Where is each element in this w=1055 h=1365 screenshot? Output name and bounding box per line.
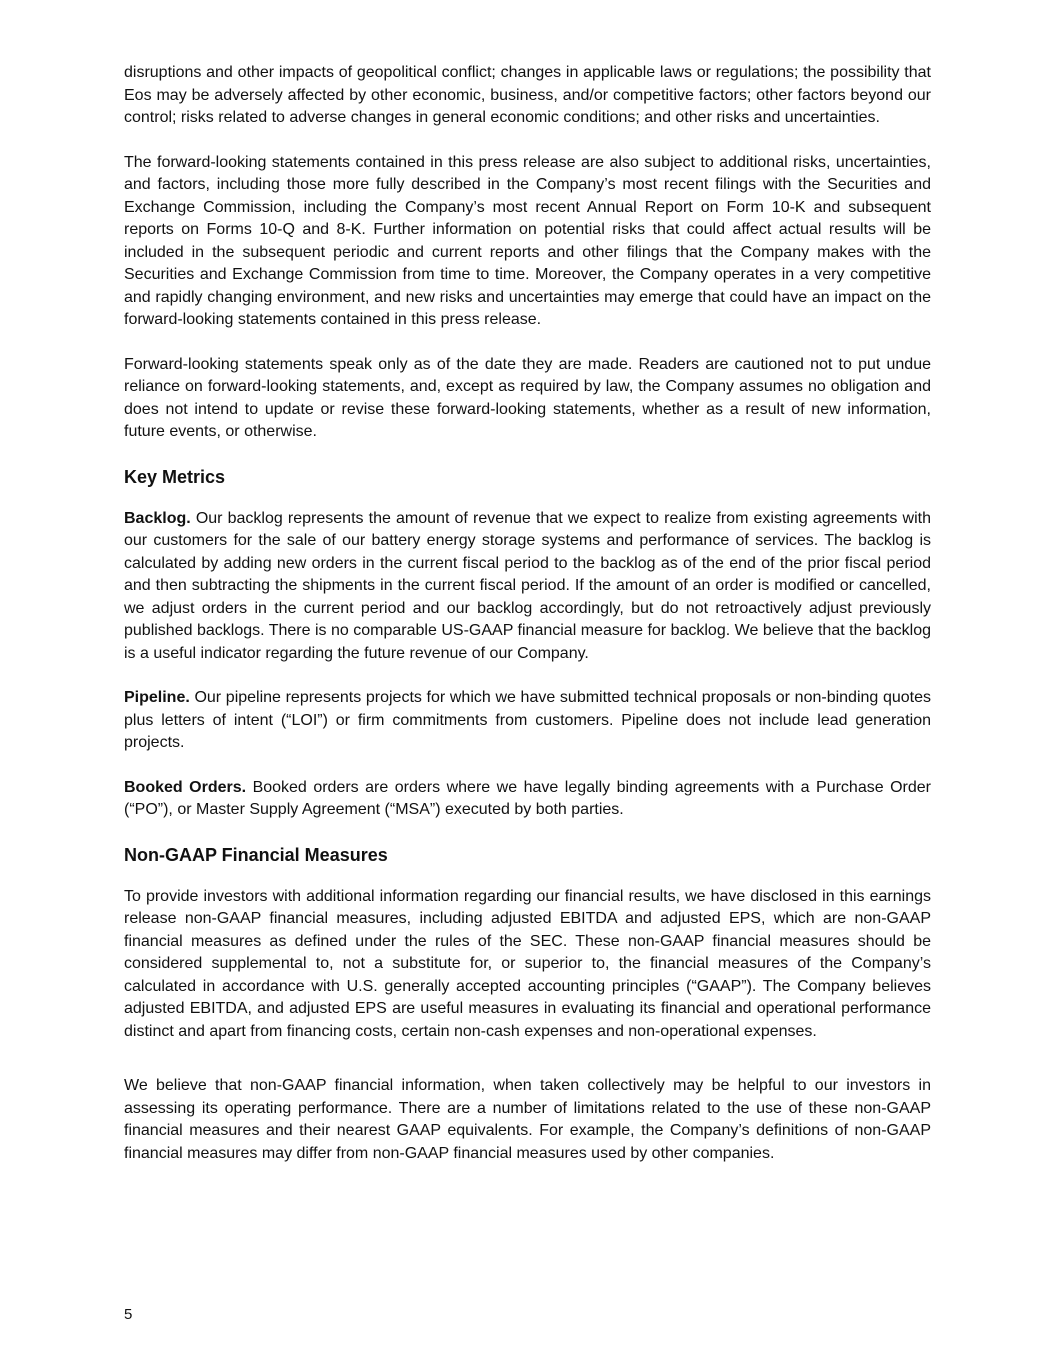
paragraph-additional-risks: The forward-looking statements contained in this press release are also subject to additional risks, uncertainties, and factors, including those more fully described in the Company’s most recent filings with the Securities and Exchange Commission, including the Company’s most recent Annual Report on Form 10-K and subsequent reports on Forms 10-Q and 8-K. Further information on potential risks that could affect actual results will be included in the subsequent periodic and current reports and other filings that the Company makes with the Securities and Exchange Commission from time to time. Moreover, the Company operates in a very competitive and rapidly changing environment, and new risks and uncertainties may emerge that could have an impact on the forward-looking statements contained in this press release. bbox=[124, 153, 931, 328]
backlog-definition: Our backlog represents the amount of revenue that we expect to realize from existing agreements with our customers for the sale of our battery energy storage systems and performance of services. The backlog is calculated by adding new orders in the current fiscal period to the backlog as of the end of the prior fiscal period and then subtracting the shipments in the current fiscal period. If the amount of an order is modified or cancelled, we adjust orders in the current period and our backlog accordingly, but do not retroactively adjust previously published backlogs. There is no comparable US-GAAP financial measure for backlog. We believe that the backlog is a useful indicator regarding the future revenue of our Company. bbox=[124, 509, 931, 662]
booked-orders-definition: Booked orders are orders where we have legally binding agreements with a Purchase Order (“PO”), or Master Supply Agreement (“MSA”) executed by both parties. bbox=[124, 778, 931, 818]
term-booked-orders: Booked Orders. bbox=[124, 778, 247, 796]
paragraph-risk-factors-continued: disruptions and other impacts of geopolitical conflict; changes in applicable laws or regulations; the possibility that Eos may be adversely affected by other economic, business, and/or competitive factors; other factors beyond our control; risks related to adverse changes in general economic conditions; and other risks and uncertainties. bbox=[124, 64, 931, 126]
page-number: 5 bbox=[124, 1306, 133, 1323]
paragraph-booked-orders bbox=[124, 777, 931, 822]
paragraph-non-gaap-limitations: We believe that non-GAAP financial information, when taken collectively may be helpful to our investors in assessing its operating performance. There are a number of limitations related to the use of these non-GAAP financial measures and their nearest GAAP equivalents. For example, the Company’s definitions of non-GAAP financial measures may differ from non-GAAP financial measures used by other companies. bbox=[124, 1077, 931, 1162]
paragraph-pipeline bbox=[124, 687, 931, 755]
paragraph-forward-looking-date: Forward-looking statements speak only as of the date they are made. Readers are cautioned not to put undue reliance on forward-looking statements, and, except as required by law, the Company assumes no obligation and does not intend to update or revise these forward-looking statements, whether as a result of new information, future events, or otherwise. bbox=[124, 355, 931, 440]
term-backlog: Backlog. bbox=[124, 509, 191, 527]
pipeline-definition: Our pipeline represents projects for which we have submitted technical proposals or non-binding quotes plus letters of intent (“LOI”) or firm commitments from customers. Pipeline does not include lead generation projects. bbox=[124, 689, 931, 751]
document-body bbox=[124, 62, 931, 1165]
paragraph-non-gaap-disclosure: To provide investors with additional information regarding our financial results, we have disclosed in this earnings release non-GAAP financial measures, including adjusted EBITDA and adjusted EPS, which are non-GAAP financial measures as defined under the rules of the SEC. These non-GAAP financial measures should be considered supplemental to, not a substitute for, or superior to, the financial measures of the Company’s calculated in accordance with U.S. generally accepted accounting principles (“GAAP”). The Company believes adjusted EBITDA, and adjusted EPS are useful measures in evaluating its financial and operational performance distinct and apart from financing costs, certain non-cash expenses and non-operational expenses. bbox=[124, 887, 931, 1040]
paragraph-backlog bbox=[124, 508, 931, 666]
heading-non-gaap: Non-GAAP Financial Measures bbox=[124, 844, 388, 865]
term-pipeline: Pipeline. bbox=[124, 689, 190, 706]
heading-key-metrics: Key Metrics bbox=[124, 466, 226, 487]
